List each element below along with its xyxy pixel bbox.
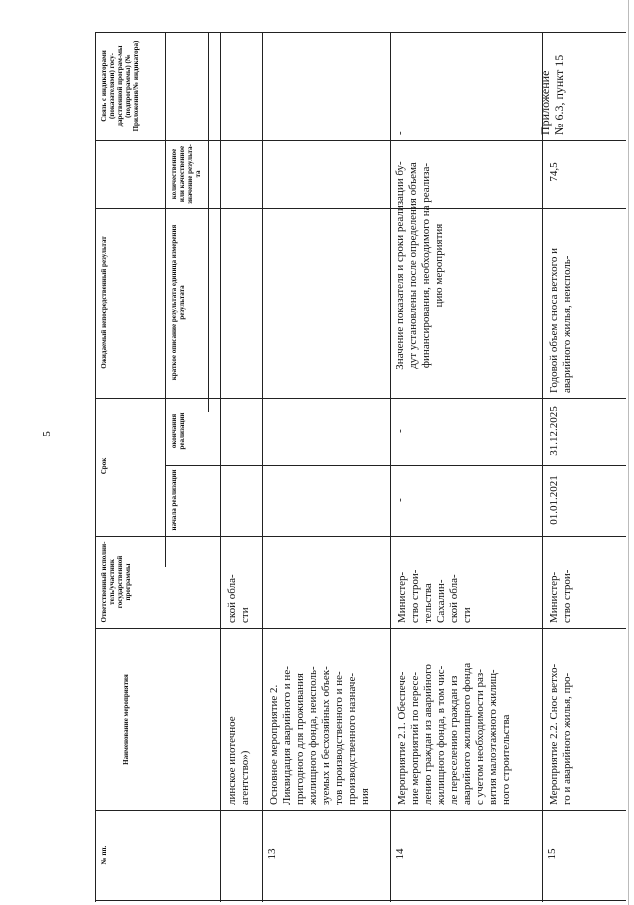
header-num: № пп. xyxy=(100,845,108,865)
table-row-divider xyxy=(220,32,221,902)
table-column-divider xyxy=(95,810,626,811)
row-15-link: Приложение № 6.3, пункт 15 xyxy=(538,54,566,135)
header-expected: Ожидаемый непосредственный результат xyxy=(100,236,108,369)
page-number: 5 xyxy=(40,431,53,437)
table-row-divider xyxy=(542,32,543,902)
header-term: Срок xyxy=(100,457,108,475)
table-border xyxy=(95,32,96,902)
header-responsible: Ответственный исполни-тель/участник государственной программы xyxy=(100,541,132,623)
row-15-result: Годовой объем сноса ветхого и аварийного жилья, неисполь- xyxy=(548,248,573,393)
table-column-divider xyxy=(95,140,626,141)
row-14-name: Мероприятие 2.1. Обеспече- ние мероприятий по пересе- лению граждан из аварийного жилищного фонда, в том чис- ле переселению граждан из аварийного жилищного фонда с учетом необходимости раз- вития малоэтажного жилищ- ного строительства xyxy=(396,662,512,805)
table-row-divider xyxy=(390,32,391,902)
header-link: Связь с индикаторами (показателями) госу-дарственной програм-мы (подпрограммы) (№ Приложения/№ индикатора) xyxy=(100,40,140,132)
row-15-name: Мероприятие 2.2. Снос ветхо- го и аварийного жилья, про- xyxy=(548,663,573,805)
table-sub-divider xyxy=(165,32,166,567)
row-15-start: 01.01.2021 xyxy=(548,475,560,525)
header-end: окончания реализации xyxy=(170,412,186,450)
row-14-num: 14 xyxy=(394,848,406,860)
row-14-result: Значение показателя и сроки реализации бу- дут установлены после определения объема финансирования, необходимого на реализа- цию мероприятия xyxy=(394,161,445,370)
row-14-end: - xyxy=(394,429,406,433)
table-row-divider xyxy=(262,32,263,902)
header-short-desc: краткое описание результата единица измерения результата xyxy=(170,224,186,381)
table-column-divider xyxy=(95,628,626,629)
row-13-name: Основное мероприятие 2. Ликвидация аварийного и не- пригодного для проживания жилищного фонда, неисполь- зуемых и бесхозяйных объек- тов производственного и не- производственного назначе- ния xyxy=(268,666,371,805)
row-15-end: 31.12.2025 xyxy=(548,406,560,456)
row-14-responsible: Министер- ство строи- тельства Сахалин- ской обла- сти xyxy=(396,569,473,623)
row-13-num: 13 xyxy=(266,848,278,860)
table-sub-divider xyxy=(208,32,209,412)
row-15-responsible: Министер- ство строи- xyxy=(548,569,573,623)
header-start: начала реализации xyxy=(170,469,178,531)
row-15-num: 15 xyxy=(546,848,558,860)
row-14-link: - xyxy=(394,131,406,135)
row-a-responsible: ской обла- сти xyxy=(226,574,251,623)
header-name: Наименование мероприятия xyxy=(122,674,130,765)
table-border xyxy=(95,900,626,901)
row-14-start: - xyxy=(394,498,406,502)
row-a-name: линское ипотечное агентство») xyxy=(226,716,251,805)
page-edge-line xyxy=(628,0,629,905)
table-column-divider xyxy=(95,398,626,399)
table-column-divider xyxy=(95,208,626,209)
row-15-value: 74,5 xyxy=(548,162,560,182)
table-column-divider xyxy=(95,536,626,537)
table-column-divider xyxy=(165,465,626,466)
header-quantity: количественное или качественное значение результа-та xyxy=(170,144,202,204)
